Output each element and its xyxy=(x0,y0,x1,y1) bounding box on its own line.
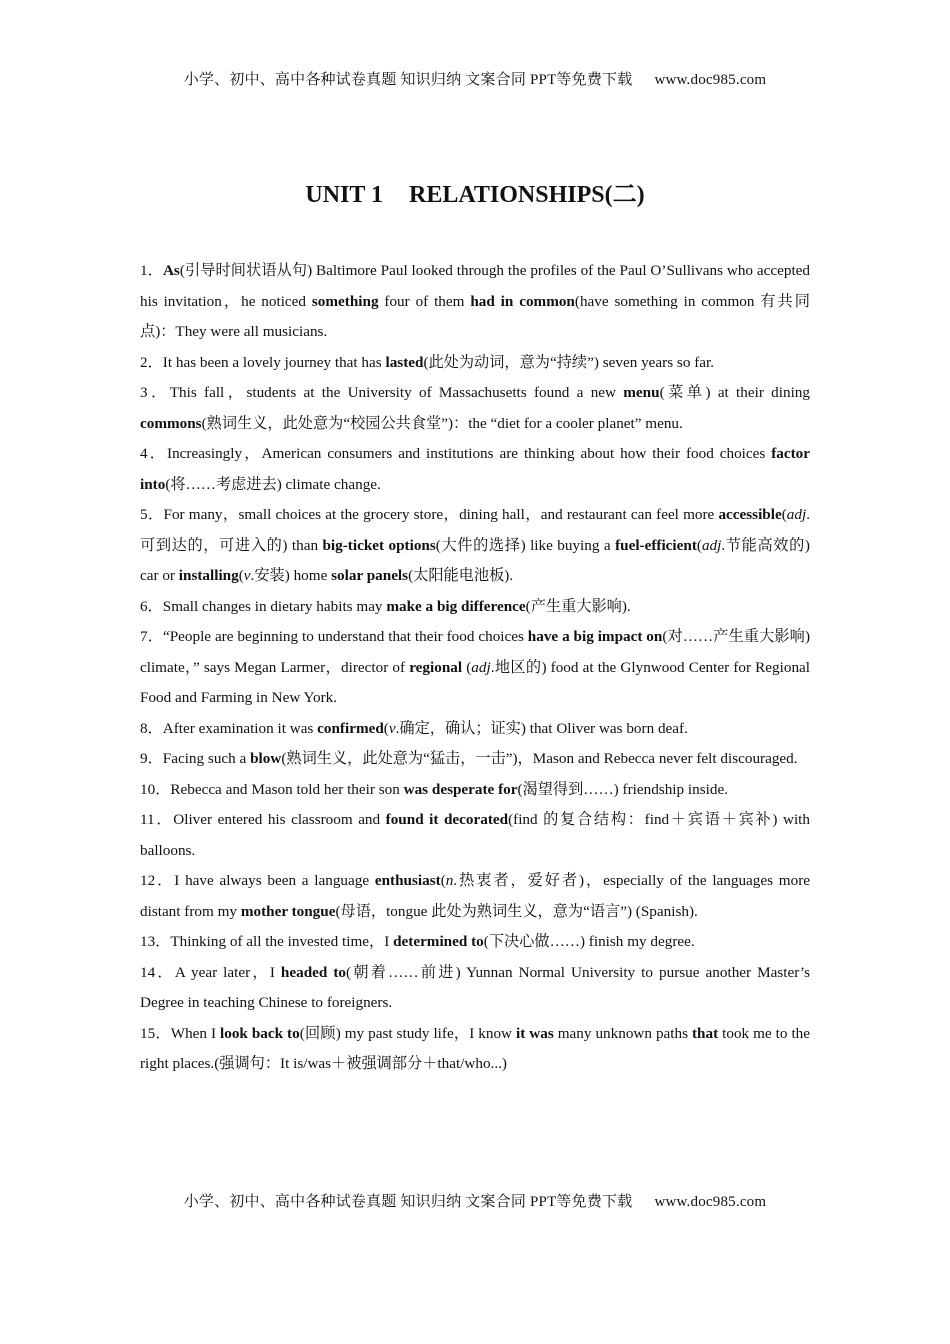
key-phrase: menu xyxy=(623,384,660,401)
key-phrase: that xyxy=(692,1024,719,1042)
sentence-item xyxy=(140,775,810,806)
sentence-text: 9．Facing such a xyxy=(140,750,251,767)
sentence-text: (太阳能电池板). xyxy=(408,567,514,584)
sentence-text: .地区的) food at the Glynwood Center for Regional Food and Farming in New York. xyxy=(140,658,810,706)
sentence-text: .节能高效的) car or xyxy=(140,536,810,584)
page-footer xyxy=(0,1190,950,1211)
sentence-text: 5．For many，small choices at the grocery store，dining hall，and restaurant can feel more xyxy=(140,506,719,523)
sentence-item xyxy=(140,439,810,500)
key-phrase: found it decorated xyxy=(385,811,509,828)
sentence-text: (对……产生重大影响) climate，” says Megan Larmer，director of xyxy=(140,628,810,676)
sentence-text: (下决心做……) finish my degree. xyxy=(483,933,695,950)
key-phrase: have a big impact on xyxy=(527,628,663,645)
sentence-text: ( xyxy=(462,658,472,676)
key-phrase: headed to xyxy=(280,963,347,981)
key-phrase: solar panels xyxy=(331,567,409,584)
sentence-item xyxy=(140,592,810,623)
sentence-text: 11．Oliver entered his classroom and xyxy=(140,811,386,828)
sentence-text: (菜单) at their dining xyxy=(659,384,810,401)
key-phrase: determined to xyxy=(393,933,484,950)
key-phrase: blow xyxy=(250,750,282,767)
sentence-text: 14．A year later，I xyxy=(140,963,281,981)
footer-text: 小学、初中、高中各种试卷真题 知识归纳 文案合同 PPT等免费下载 xyxy=(183,1194,633,1210)
key-phrase: lasted xyxy=(385,353,424,371)
sentence-text: (将……考虑进去) climate change. xyxy=(165,475,381,493)
sentence-text: (熟词生义，此处意为“猛击，一击”)，Mason and Rebecca never felt discouraged. xyxy=(281,750,798,767)
sentence-text: (大件的选择) like buying a xyxy=(435,536,616,554)
sentence-text: took me to the right places.(强调句：It is/was＋被强调部分＋that/who...) xyxy=(140,1024,810,1072)
title-unit: UNIT 1 xyxy=(305,182,383,208)
title-name: RELATIONSHIPS(二) xyxy=(408,182,645,208)
sentence-text: many unknown paths xyxy=(553,1024,692,1042)
sentence-item xyxy=(140,622,810,714)
sentence-text: (母语，tongue 此处为熟词生义，意为“语言”) (Spanish). xyxy=(335,902,698,920)
part-of-speech: adj xyxy=(701,536,722,554)
key-phrase: big-ticket options xyxy=(322,536,436,554)
sentence-text: (产生重大影响). xyxy=(525,597,631,615)
key-phrase: installing xyxy=(178,567,239,584)
sentence-text: (have something in common 有共同点)：They were all musicians. xyxy=(140,292,810,340)
sentence-text: four of them xyxy=(378,292,471,310)
sentence-text: 4．Increasingly，American consumers and institutions are thinking about how their food choices xyxy=(140,445,772,462)
sentence-text: (渴望得到……) friendship inside. xyxy=(517,780,728,798)
key-phrase: had in common xyxy=(470,292,575,310)
key-phrase: make a big difference xyxy=(386,597,526,615)
sentence-item xyxy=(140,958,810,1019)
key-phrase: commons xyxy=(140,414,202,432)
part-of-speech: adj xyxy=(471,658,491,676)
sentence-list xyxy=(140,256,810,1080)
sentence-text: (朝着……前进) Yunnan Normal University to pursue another Master’s Degree in teaching Chinese to foreigners. xyxy=(140,963,810,1011)
sentence-item xyxy=(140,714,810,745)
key-phrase: confirmed xyxy=(317,719,384,737)
sentence-text: 2．It has been a lovely journey that has xyxy=(140,353,386,371)
sentence-item xyxy=(140,348,810,379)
footer-site-link[interactable]: www.doc985.com xyxy=(654,1194,767,1210)
sentence-text: (此处为动词，意为“持续”) seven years so far. xyxy=(423,353,715,371)
key-phrase: was desperate for xyxy=(403,780,518,798)
sentence-item xyxy=(140,744,810,775)
sentence-text: ( xyxy=(440,872,446,889)
sentence-text: ( xyxy=(781,506,787,523)
key-phrase: something xyxy=(311,292,379,310)
sentence-item xyxy=(140,866,810,927)
sentence-text: (熟词生义，此处意为“校园公共食堂”)：the “diet for a cooler planet” menu. xyxy=(201,414,683,432)
sentence-text: 1． xyxy=(140,262,163,279)
part-of-speech: v xyxy=(388,719,396,737)
sentence-item xyxy=(140,378,810,439)
sentence-text: (引导时间状语从句) Baltimore Paul looked through the profiles of the Paul O’Sullivans who accepted his invitation，he noticed xyxy=(140,262,811,310)
sentence-text: 13．Thinking of all the invested time，I xyxy=(140,933,394,950)
sentence-text: ( xyxy=(238,567,244,584)
key-phrase: accessible xyxy=(718,506,782,523)
sentence-item xyxy=(140,500,810,592)
sentence-text: 10．Rebecca and Mason told her their son xyxy=(140,780,404,798)
page-title xyxy=(0,174,950,209)
sentence-text: 6．Small changes in dietary habits may xyxy=(140,597,387,615)
sentence-text: 8．After examination it was xyxy=(140,719,318,737)
sentence-text: .确定，确认；证实) that Oliver was born deaf. xyxy=(395,719,688,737)
key-phrase: fuel-efficient xyxy=(615,536,697,554)
sentence-text: .可到达的，可进入的) than xyxy=(140,506,810,554)
sentence-item xyxy=(140,1019,810,1080)
header-site-link[interactable]: www.doc985.com xyxy=(654,72,767,88)
sentence-text: .安装) home xyxy=(250,567,332,584)
sentence-text: 7．“People are beginning to understand that their food choices xyxy=(140,628,528,645)
sentence-text: ( xyxy=(383,719,389,737)
sentence-text: 12．I have always been a language xyxy=(140,872,375,889)
key-phrase: look back to xyxy=(220,1024,300,1042)
key-phrase: enthusiast xyxy=(374,872,441,889)
sentence-text: ( xyxy=(696,536,702,554)
sentence-item xyxy=(140,256,810,348)
key-phrase: factor into xyxy=(140,445,810,493)
sentence-text: (回顾) my past study life，I know xyxy=(299,1024,517,1042)
sentence-text: .热衷者，爱好者)，especially of the languages more distant from my xyxy=(140,872,810,920)
header-text: 小学、初中、高中各种试卷真题 知识归纳 文案合同 PPT等免费下载 xyxy=(183,72,633,88)
part-of-speech: adj xyxy=(786,506,807,523)
key-phrase: mother tongue xyxy=(240,902,336,920)
sentence-text: 15．When I xyxy=(140,1024,221,1042)
part-of-speech: v xyxy=(243,567,251,584)
key-phrase: As xyxy=(162,262,180,279)
page-header xyxy=(0,68,950,89)
sentence-item xyxy=(140,805,810,866)
key-phrase: it was xyxy=(516,1024,554,1042)
sentence-item xyxy=(140,927,810,958)
sentence-text: (find 的复合结构：find＋宾语＋宾补) with balloons. xyxy=(140,811,810,859)
part-of-speech: n xyxy=(445,872,454,889)
key-phrase: regional xyxy=(409,658,463,676)
sentence-text: 3．This fall，students at the University of Massachusetts found a new xyxy=(140,384,624,401)
